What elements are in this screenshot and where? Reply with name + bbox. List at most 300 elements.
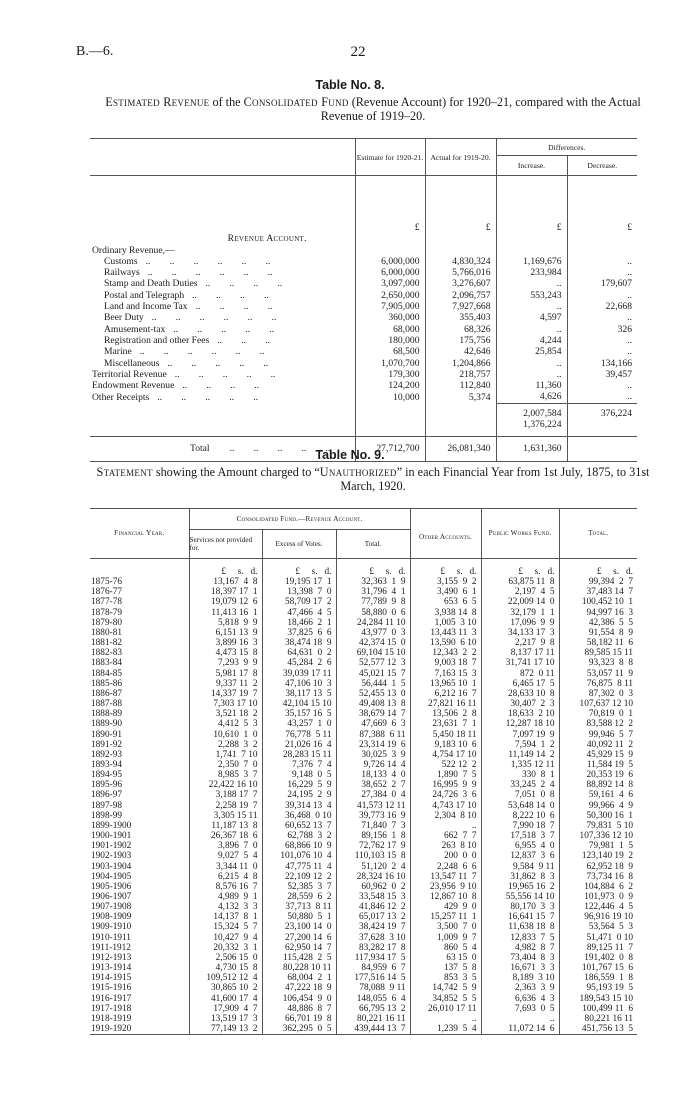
table9-cell-services: 15,324 5 7 (189, 922, 262, 932)
table8-cell-actual: 2,096,757 (425, 290, 496, 301)
table9-cell-excess: 58,709 17 2 (262, 597, 336, 607)
table8-net-estimate (355, 419, 425, 437)
table9-cell-services: 26,367 18 6 (189, 831, 262, 841)
table9-cell-total: 88,892 14 8 (559, 780, 637, 790)
table9-year (90, 587, 189, 597)
table9-cell-services: 5,981 17 8 (189, 669, 262, 679)
table9-row (90, 628, 637, 638)
table9-year (90, 912, 189, 922)
table9-cell-excess: 38,117 13 5 (262, 689, 336, 699)
table9-cell-services: 10,427 9 4 (189, 933, 262, 943)
table8-row-label (90, 358, 355, 369)
table8-row-label-text: Customs (104, 255, 138, 267)
table9-row (90, 597, 637, 607)
table9-year (90, 862, 189, 872)
table9-year-text: 1878-79 (91, 607, 122, 618)
table8-cell-increase: 11,360 (496, 380, 567, 391)
table9-year (90, 719, 189, 729)
table9-row (90, 882, 637, 892)
table9-year-text: 1893-94 (91, 759, 122, 770)
table9-cell-total: 70,819 0 1 (559, 709, 637, 719)
table9-cell-public: 63,875 11 8 (481, 577, 559, 587)
table9 (90, 508, 637, 1035)
table8-row (90, 391, 637, 403)
table9-row (90, 669, 637, 679)
table9-cell-services: 13,519 17 3 (189, 1014, 262, 1024)
table9-cell-other: 27,821 16 11 (410, 699, 481, 709)
table9-year-text: 1900-1901 (91, 831, 132, 842)
table8-cell-increase: 25,854 (496, 346, 567, 357)
table9-unit: £ s. d. (189, 559, 262, 578)
table9-cell-excess: 37,713 8 11 (262, 902, 336, 912)
table8-cell-increase: .. (496, 358, 567, 369)
table9-cell-other: 1,890 7 5 (410, 770, 481, 780)
table8-row-leaders: .. .. .. .. .. .. (145, 255, 271, 267)
table8-col-description (90, 139, 355, 176)
table9-cell-other: 2,304 8 10 (410, 811, 481, 821)
table9-year-text: 1918-1919 (91, 1013, 132, 1024)
table9-cell-services: 41,600 17 4 (189, 994, 262, 1004)
table8-row (90, 346, 637, 357)
table9-cell-public: 80,170 3 3 (481, 902, 559, 912)
table8-caption-sc2: Consolidated Fund (243, 95, 349, 109)
table9-cell-excess: 27,200 14 6 (262, 933, 336, 943)
table9-year-text: 1916-1917 (91, 993, 132, 1004)
table9-row (90, 679, 637, 689)
table9-cell-excess: 7,376 7 4 (262, 760, 336, 770)
table9-cell-other: 853 3 5 (410, 973, 481, 983)
table8-row-leaders: .. .. .. .. (205, 278, 283, 290)
table9-year (90, 882, 189, 892)
table9-cell-excess: 24,195 2 9 (262, 790, 336, 800)
table8-total-label: Total (190, 443, 210, 455)
table9-cell-other: 13,965 10 1 (410, 679, 481, 689)
table9-unit: £ s. d. (336, 559, 410, 578)
table9-row (90, 618, 637, 628)
table9-col-consolidated: Consolidated Fund.—Revenue Account. (189, 509, 410, 530)
table9-cell-public: 17,518 3 7 (481, 831, 559, 841)
table8-cell-actual: 4,830,324 (425, 256, 496, 267)
table8-cell-estimate: 7,905,000 (355, 301, 425, 312)
table9-year (90, 872, 189, 882)
table9-cell-public: 30,407 2 3 (481, 699, 559, 709)
table8-row-label-text: Railways (104, 267, 140, 279)
table8-caption (90, 96, 656, 123)
table8-row-label (90, 312, 355, 323)
table9-row (90, 780, 637, 790)
table9-year (90, 831, 189, 841)
table8-row-label-text: Beer Duty (104, 312, 144, 324)
table9-cell-total-cf: 80,221 16 11 (336, 1014, 410, 1024)
table9-cell-total: 451,756 13 5 (559, 1024, 637, 1035)
table8-cell-actual: 112,840 (425, 380, 496, 391)
table8-cell-actual: 218,757 (425, 369, 496, 380)
table9-year-text: 1892-93 (91, 749, 122, 760)
table9-cell-total: 100,452 10 1 (559, 597, 637, 607)
table9-cell-public: 6,955 4 0 (481, 841, 559, 851)
table9-cell-excess: 68,866 10 9 (262, 841, 336, 851)
table8-cell-estimate: 360,000 (355, 312, 425, 323)
table9-cell-other: 24,726 3 6 (410, 790, 481, 800)
table9-cell-excess: 48,886 8 7 (262, 1004, 336, 1014)
table9-col-other: Other Accounts. (410, 509, 481, 559)
table8-row (90, 278, 637, 289)
table9-year (90, 730, 189, 740)
table9-year (90, 851, 189, 861)
table9-units-row (90, 559, 637, 578)
table8-row-label (90, 346, 355, 357)
table9-cell-excess: 101,076 10 4 (262, 851, 336, 861)
table9-row (90, 872, 637, 882)
table9-cell-other: 3,500 7 0 (410, 922, 481, 932)
table9-year (90, 770, 189, 780)
table9-cell-public: 31,862 8 3 (481, 872, 559, 882)
table9-cell-public: 6,636 4 3 (481, 994, 559, 1004)
table9-cell-public: 11,149 14 2 (481, 750, 559, 760)
table9-cell-total: 87,302 0 3 (559, 689, 637, 699)
table8-cell-actual: 5,374 (425, 391, 496, 403)
table9-cell-total: 107,637 12 10 (559, 699, 637, 709)
table9-year-text: 1902-1903 (91, 851, 132, 862)
table8-cell-estimate: 180,000 (355, 335, 425, 346)
table8-col-increase: Increase. (496, 156, 567, 176)
table8-subtotal-increase: 2,007,584 (496, 403, 567, 419)
table9-year-text: 1915-1916 (91, 983, 132, 994)
table8-cell-actual: 3,276,607 (425, 278, 496, 289)
table9-cell-total-cf: 110,103 15 8 (336, 851, 410, 861)
table8-net-label (90, 419, 355, 437)
table9-cell-public: 2,217 9 8 (481, 638, 559, 648)
table8-row (90, 369, 637, 380)
table9-cell-total: 20,353 19 6 (559, 770, 637, 780)
table9-cell-total: 80,221 16 11 (559, 1014, 637, 1024)
table9-unit: £ s. d. (481, 559, 559, 578)
table9-cell-public: 11,638 18 8 (481, 922, 559, 932)
table9-year (90, 922, 189, 932)
table8-row-label-text: Marine (104, 346, 132, 358)
table9-cell-total-cf: 78,088 9 11 (336, 983, 410, 993)
table9-cell-public: 7,990 18 7 (481, 821, 559, 831)
table9-cell-total-cf: 71,840 7 3 (336, 821, 410, 831)
table9-cell-total-cf: 33,548 15 3 (336, 892, 410, 902)
table9-cell-public: 34,133 17 3 (481, 628, 559, 638)
table9-cell-total-cf: 43,977 0 3 (336, 628, 410, 638)
table9-cell-excess: 43,257 1 0 (262, 719, 336, 729)
table9-cell-total: 93,323 8 8 (559, 658, 637, 668)
table9-row (90, 587, 637, 597)
table9-cell-services: 10,610 1 0 (189, 730, 262, 740)
table9-cell-total: 191,402 0 8 (559, 953, 637, 963)
table8-row-label (90, 267, 355, 278)
table9-cell-excess: 80,228 10 11 (262, 963, 336, 973)
table9-year-text: 1903-1904 (91, 861, 132, 872)
table9-row (90, 902, 637, 912)
table9-cell-services: 9,337 11 2 (189, 679, 262, 689)
table8-col-estimate: Estimate for 1920-21. (355, 139, 425, 176)
table9-cell-public: 12,833 7 5 (481, 933, 559, 943)
table8-cell-estimate: 68,000 (355, 324, 425, 335)
table8-subtotal-actual (425, 403, 496, 419)
table9-cell-services: 3,344 11 0 (189, 862, 262, 872)
table9-cell-public: 16,671 3 3 (481, 963, 559, 973)
table9-cell-excess: 62,788 3 2 (262, 831, 336, 841)
table9-row (90, 638, 637, 648)
table9-col-services: Services not provided for. (189, 530, 262, 559)
table9-year (90, 679, 189, 689)
table9-cell-public: 7,051 0 8 (481, 790, 559, 800)
table9-cell-other: 7,163 15 3 (410, 669, 481, 679)
table8-row (90, 267, 637, 278)
table8-cell-increase: 553,243 (496, 290, 567, 301)
table9-year-text: 1880-81 (91, 627, 122, 638)
table9-cell-total-cf: 58,880 0 6 (336, 608, 410, 618)
table8-group-row (90, 245, 637, 256)
table9-cell-excess: 13,398 7 0 (262, 587, 336, 597)
table9-year-text: 1895-96 (91, 780, 122, 791)
table9-cell-total: 99,966 4 9 (559, 801, 637, 811)
table9-caption-mid: showing the Amount charged to “ (152, 465, 320, 479)
table9-cell-total-cf: 439,444 13 7 (336, 1024, 410, 1035)
table8-row-label (90, 301, 355, 312)
table9-cell-services: 3,305 15 11 (189, 811, 262, 821)
table9-cell-public: 7,097 19 9 (481, 730, 559, 740)
table9-cell-other: 13,506 2 8 (410, 709, 481, 719)
table9-cell-total: 62,952 18 9 (559, 862, 637, 872)
table8-net-decrease (567, 419, 637, 437)
table9-cell-public: 2,363 3 9 (481, 983, 559, 993)
table9-row (90, 922, 637, 932)
table9-year (90, 973, 189, 983)
table9-cell-services: 7,293 9 9 (189, 658, 262, 668)
table9-cell-total-cf: 32,363 1 9 (336, 577, 410, 587)
table9-cell-services: 2,258 19 7 (189, 801, 262, 811)
table9-cell-excess: 47,222 18 9 (262, 983, 336, 993)
table9-year (90, 577, 189, 587)
table8-row-label (90, 256, 355, 267)
table9-row (90, 973, 637, 983)
table8-cell-actual: 42,646 (425, 346, 496, 357)
table9-cell-excess: 35,157 16 5 (262, 709, 336, 719)
page-header (76, 44, 640, 64)
table9-cell-total-cf: 31,796 4 1 (336, 587, 410, 597)
table9-year-text: 1913-1914 (91, 963, 132, 974)
table9-cell-public: 7,693 0 5 (481, 1004, 559, 1014)
table9-cell-public: 55,556 14 10 (481, 892, 559, 902)
table8-row-leaders: .. .. .. .. .. .. (139, 346, 265, 358)
table8-row-label (90, 335, 355, 346)
table9-year (90, 699, 189, 709)
table9-year (90, 648, 189, 658)
table9-cell-services: 11,413 16 1 (189, 608, 262, 618)
table9-year-text: 1904-1905 (91, 871, 132, 882)
table8-row-label (90, 391, 355, 403)
table9-year (90, 618, 189, 628)
table9-row (90, 943, 637, 953)
table9-year (90, 597, 189, 607)
table9-year (90, 811, 189, 821)
table9-cell-other: 9,003 18 7 (410, 658, 481, 668)
table9-cell-services: 2,506 15 0 (189, 953, 262, 963)
table9-cell-services: 4,473 15 8 (189, 648, 262, 658)
table8-cell-decrease: .. (567, 312, 637, 323)
table9-cell-total: 11,584 19 5 (559, 760, 637, 770)
table9-cell-public: 73,404 8 3 (481, 953, 559, 963)
table8-subtotal-estimate (355, 403, 425, 419)
table9-year (90, 943, 189, 953)
table8-row-leaders: .. .. .. .. (195, 301, 273, 313)
table8-row-label (90, 369, 355, 380)
table9-row (90, 760, 637, 770)
table9-cell-public: 11,072 14 6 (481, 1024, 559, 1035)
table9-year-text: 1877-78 (91, 597, 122, 608)
table8-section-row (90, 233, 637, 244)
table9-cell-total-cf: 65,017 13 2 (336, 912, 410, 922)
table8-cell-decrease: 134,166 (567, 358, 637, 369)
table9-cell-services: 4,989 9 1 (189, 892, 262, 902)
table9-year (90, 892, 189, 902)
table9-cell-other: 3,490 6 1 (410, 587, 481, 597)
table9-cell-total: 94,997 16 3 (559, 608, 637, 618)
table9-cell-services: 77,149 13 2 (189, 1024, 262, 1035)
table9-cell-excess: 66,701 19 8 (262, 1014, 336, 1024)
table9-row (90, 719, 637, 729)
table9-year (90, 1024, 189, 1035)
table9-cell-total-cf: 77,789 9 8 (336, 597, 410, 607)
table9-unit: £ s. d. (559, 559, 637, 578)
table9-row (90, 862, 637, 872)
table8-cell-decrease: .. (567, 335, 637, 346)
table9-cell-excess: 106,454 9 0 (262, 994, 336, 1004)
table9-year (90, 994, 189, 1004)
table9-row (90, 1024, 637, 1035)
table9-cell-services: 3,521 18 2 (189, 709, 262, 719)
table9-cell-total-cf: 148,055 6 4 (336, 994, 410, 1004)
table8-row (90, 324, 637, 335)
table8-cell-decrease: 39,457 (567, 369, 637, 380)
table9-cell-total-cf: 52,577 12 3 (336, 658, 410, 668)
table8-total-increase: 1,631,360 (496, 437, 567, 461)
table9-cell-public: 12,837 3 6 (481, 851, 559, 861)
table9-cell-total-cf: 60,962 0 2 (336, 882, 410, 892)
table9-cell-total-cf: 66,795 13 2 (336, 1004, 410, 1014)
table8-title: Table No. 8. (315, 78, 385, 92)
table8-caption-sc: Estimated Revenue (105, 95, 210, 109)
table9-cell-total: 45,929 15 9 (559, 750, 637, 760)
table9-cell-total: 189,543 15 10 (559, 994, 637, 1004)
table9-year-text: 1906-1907 (91, 892, 132, 902)
table9-year-text: 1894-95 (91, 770, 122, 781)
table8-row-leaders: .. .. .. .. .. (157, 391, 259, 403)
table9-cell-services: 13,167 4 8 (189, 577, 262, 587)
table8-row-leaders: .. .. .. .. .. .. (147, 267, 273, 279)
table9-row (90, 658, 637, 668)
table8-cell-increase: 4,244 (496, 335, 567, 346)
table8-row (90, 256, 637, 267)
table9-cell-total-cf: 87,388 6 11 (336, 730, 410, 740)
table9-cell-total-cf: 72,762 17 9 (336, 841, 410, 851)
table9-year-text: 1911-1912 (91, 942, 131, 953)
table9-row (90, 699, 637, 709)
table8-cell-decrease: 179,607 (567, 278, 637, 289)
table9-cell-services: 14,337 19 7 (189, 689, 262, 699)
table9-cell-excess: 50,880 5 1 (262, 912, 336, 922)
table8-row-label-text: Territorial Revenue (92, 368, 167, 380)
table9-cell-total-cf: 42,374 15 0 (336, 638, 410, 648)
table9-cell-other: 1,005 3 10 (410, 618, 481, 628)
table9-year-text: 1876-77 (91, 587, 122, 598)
table9-cell-services: 18,397 17 1 (189, 587, 262, 597)
table9-year (90, 780, 189, 790)
table9-row (90, 770, 637, 780)
table9-cell-excess: 21,026 16 4 (262, 740, 336, 750)
table9-cell-public: 17,096 9 9 (481, 618, 559, 628)
table9-cell-total: 95,193 19 5 (559, 983, 637, 993)
table8-cell-estimate: 1,070,700 (355, 358, 425, 369)
table9-row (90, 648, 637, 658)
table8-row-label-text: Other Receipts (92, 391, 150, 403)
table8-cell-decrease: .. (567, 256, 637, 267)
table9-cell-total-cf: 47,669 6 3 (336, 719, 410, 729)
table9-cell-services: 2,350 7 0 (189, 760, 262, 770)
table9-year-text: 1882-83 (91, 648, 122, 659)
table8-row-leaders: .. .. .. .. .. .. (151, 312, 277, 324)
table9-year (90, 1014, 189, 1024)
table9-cell-excess: 39,039 17 11 (262, 669, 336, 679)
table9-year-text: 1910-1911 (91, 932, 131, 943)
table9-cell-public: 33,245 2 4 (481, 780, 559, 790)
table9-cell-services: 4,412 5 3 (189, 719, 262, 729)
table9-cell-total: 58,182 11 6 (559, 638, 637, 648)
table9-year (90, 1004, 189, 1014)
table8-unit: £ (425, 176, 496, 234)
table9-col-total: Total. (559, 509, 637, 559)
table9-cell-total: 123,140 19 2 (559, 851, 637, 861)
table8-group-label: Ordinary Revenue,— (92, 244, 175, 256)
table8-cell-decrease: .. (567, 391, 637, 403)
table9-cell-other: 137 5 8 (410, 963, 481, 973)
table8-cell-increase: 233,984 (496, 267, 567, 278)
table9-year (90, 628, 189, 638)
table9-cell-other: 662 7 7 (410, 831, 481, 841)
table8-row (90, 358, 637, 369)
table8-row (90, 301, 637, 312)
table9-cell-other: 23,956 9 10 (410, 882, 481, 892)
table8-subtotal-label (90, 403, 355, 419)
table9-cell-excess: 39,314 13 4 (262, 801, 336, 811)
table9-cell-other: 263 8 10 (410, 841, 481, 851)
table9-cell-total-cf: 30,025 3 9 (336, 750, 410, 760)
table8-cell-increase: .. (496, 301, 567, 312)
table9-cell-total-cf: 37,628 3 10 (336, 933, 410, 943)
table9-cell-public: 2,197 4 5 (481, 587, 559, 597)
table9-cell-total: 53,564 5 3 (559, 922, 637, 932)
table9-cell-total-cf: 83,282 17 8 (336, 943, 410, 953)
table9-year-text: 1881-82 (91, 638, 122, 649)
table9-cell-public: 32,179 1 1 (481, 608, 559, 618)
table8-row-label-text: Amusement-tax (104, 323, 166, 335)
table9-cell-services: 11,187 13 8 (189, 821, 262, 831)
table9-cell-services: 3,899 16 3 (189, 638, 262, 648)
table9-row (90, 1014, 637, 1024)
table9-cell-public: .. (481, 1014, 559, 1024)
table8-col-actual: Actual for 1919-20. (425, 139, 496, 176)
table9-cell-total: 122,446 4 5 (559, 902, 637, 912)
table9-cell-total-cf: 18,133 4 0 (336, 770, 410, 780)
table9-year (90, 689, 189, 699)
table9-cell-services: 5,818 9 9 (189, 618, 262, 628)
table9-cell-other: 3,155 9 2 (410, 577, 481, 587)
table9-year-text: 1912-1913 (91, 952, 132, 963)
